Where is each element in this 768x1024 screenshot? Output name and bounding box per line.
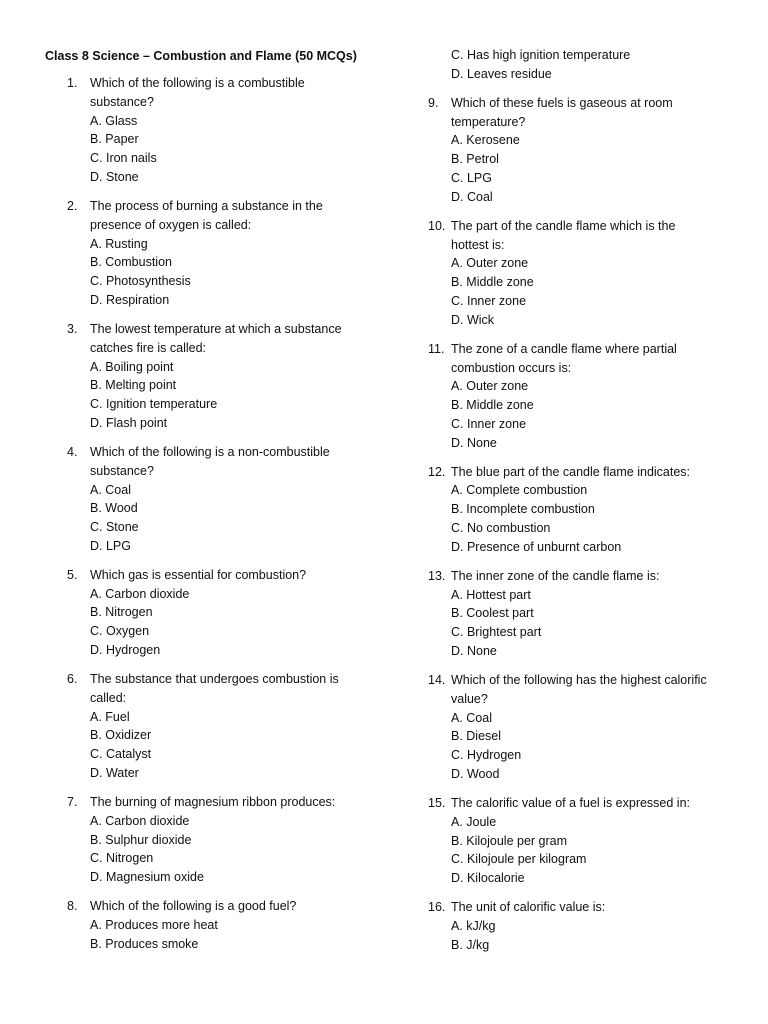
answer-option: A. kJ/kg <box>451 918 496 933</box>
left-column <box>67 74 367 964</box>
answer-option: C. Iron nails <box>90 151 157 166</box>
question-text: Which of the following is a combustible <box>90 76 305 90</box>
answer-option: C. Photosynthesis <box>90 274 191 289</box>
question-number: 9. <box>428 95 439 110</box>
answer-option: C. Stone <box>90 520 139 535</box>
answer-option: A. Coal <box>90 482 131 497</box>
question-item <box>67 320 367 433</box>
question-number: 13. <box>428 568 446 583</box>
question-item <box>67 670 367 783</box>
question-text: The lowest temperature at which a substance <box>90 321 342 336</box>
answer-option: B. Produces smoke <box>90 936 199 951</box>
answer-option: B. Paper <box>90 132 139 147</box>
answer-option: D. LPG <box>90 538 131 553</box>
answer-option: A. Outer zone <box>451 379 529 394</box>
answer-option: A. Fuel <box>90 709 130 724</box>
answer-option: B. Melting point <box>90 378 177 393</box>
question-number: 7. <box>67 795 78 810</box>
question-item <box>67 74 367 187</box>
answer-option: D. Coal <box>451 189 493 204</box>
question-item <box>67 566 367 660</box>
question-number: 3. <box>67 321 78 336</box>
question-body <box>451 794 728 888</box>
answer-option: D. Magnesium oxide <box>90 870 204 885</box>
answer-option: D. Respiration <box>90 292 170 307</box>
question-item <box>67 897 367 953</box>
question-body <box>451 463 728 557</box>
answer-option: D. Kilocalorie <box>451 871 525 886</box>
answer-option: D. None <box>451 435 497 450</box>
answer-option: B. Middle zone <box>451 398 534 413</box>
answer-option: D. None <box>451 644 497 659</box>
answer-option: A. Complete combustion <box>451 483 588 498</box>
question-text: hottest is: <box>451 237 505 252</box>
answer-option: B. Oxidizer <box>90 728 152 743</box>
question-text: Which of the following is a good fuel? <box>90 899 297 914</box>
question-body <box>451 340 728 453</box>
question-number: 16. <box>428 900 446 915</box>
answer-option: A. Coal <box>451 710 492 725</box>
question-body <box>90 897 367 953</box>
question-number: 1. <box>67 76 78 90</box>
question-text: temperature? <box>451 114 526 129</box>
answer-option: B. J/kg <box>451 937 490 952</box>
question-text: The process of burning a substance in the <box>90 198 323 213</box>
question-text: Which of the following is a non-combustible <box>90 444 330 459</box>
question-item <box>428 217 728 330</box>
question-text: Which of these fuels is gaseous at room <box>451 95 673 110</box>
answer-option: A. Boiling point <box>90 359 174 374</box>
question-number: 6. <box>67 672 78 687</box>
answer-option: D. Water <box>90 766 139 781</box>
answer-option: A. Outer zone <box>451 256 529 271</box>
answer-option: A. Produces more heat <box>90 917 218 932</box>
question-body <box>90 320 367 433</box>
question-body <box>90 670 367 783</box>
question-number: 15. <box>428 796 446 810</box>
question-text: substance? <box>90 463 154 478</box>
question-body <box>451 567 728 661</box>
answer-option: D. Wood <box>451 767 500 782</box>
document-title: Class 8 Science – Combustion and Flame (50 MCQs) <box>45 49 357 63</box>
question-text: Which gas is essential for combustion? <box>90 567 307 582</box>
question-text: The unit of calorific value is: <box>451 900 606 915</box>
question-body <box>90 197 367 310</box>
answer-option: A. Hottest part <box>451 587 531 602</box>
question-item <box>428 567 728 661</box>
question-body <box>451 94 728 207</box>
answer-option: C. Has high ignition temperature <box>451 48 631 62</box>
question-body <box>451 217 728 330</box>
question-number: 5. <box>67 567 78 582</box>
answer-option: C. LPG <box>451 170 492 185</box>
question-text: catches fire is called: <box>90 340 207 355</box>
question-number: 14. <box>428 673 446 688</box>
question-number: 2. <box>67 198 78 213</box>
question-item <box>428 340 728 453</box>
question-text: The part of the candle flame which is the <box>451 218 676 233</box>
question-item <box>428 794 728 888</box>
question-number: 8. <box>67 899 78 914</box>
question-item <box>428 671 728 784</box>
question-number: 12. <box>428 464 446 479</box>
question-body <box>451 898 728 954</box>
question-item <box>67 197 367 310</box>
question-text: The blue part of the candle flame indicates: <box>451 464 691 479</box>
question-body <box>90 74 367 187</box>
answer-option: A. Carbon dioxide <box>90 586 190 601</box>
answer-option: C. No combustion <box>451 521 551 536</box>
question-body <box>451 671 728 784</box>
question-number: 11. <box>428 341 445 356</box>
question-item <box>428 463 728 557</box>
answer-option: C. Inner zone <box>451 293 527 308</box>
question-text: combustion occurs is: <box>451 360 572 375</box>
question-item <box>428 94 728 207</box>
question-body <box>90 793 367 887</box>
answer-option: B. Kilojoule per gram <box>451 833 568 848</box>
question-item <box>67 443 367 556</box>
answer-option: B. Sulphur dioxide <box>90 832 192 847</box>
answer-option: C. Ignition temperature <box>90 397 218 412</box>
question-text: The substance that undergoes combustion is <box>90 672 339 687</box>
question-body <box>90 443 367 556</box>
continued-options <box>428 46 728 84</box>
answer-option: A. Joule <box>451 814 497 829</box>
answer-option: A. Carbon dioxide <box>90 813 190 828</box>
answer-option: C. Brightest part <box>451 625 542 640</box>
question-text: Which of the following has the highest calorific <box>451 673 707 688</box>
answer-option: D. Leaves residue <box>451 66 552 81</box>
question-text: The burning of magnesium ribbon produces: <box>90 795 336 810</box>
answer-option: A. Glass <box>90 113 138 128</box>
question-number: 10. <box>428 218 446 233</box>
answer-option: B. Petrol <box>451 152 499 167</box>
question-text: value? <box>451 691 488 706</box>
question-text: called: <box>90 690 127 705</box>
question-body <box>90 566 367 660</box>
answer-option: C. Nitrogen <box>90 851 154 866</box>
answer-option: B. Incomplete combustion <box>451 502 595 517</box>
question-item <box>67 793 367 887</box>
answer-option: D. Flash point <box>90 415 168 430</box>
answer-option: D. Presence of unburnt carbon <box>451 539 622 554</box>
question-text: The zone of a candle flame where partial <box>451 341 677 356</box>
answer-option: C. Catalyst <box>90 747 152 762</box>
question-text: The calorific value of a fuel is expressed in: <box>451 796 691 810</box>
answer-option: B. Middle zone <box>451 275 534 290</box>
question-text: The inner zone of the candle flame is: <box>451 568 660 583</box>
answer-option: B. Combustion <box>90 255 172 270</box>
answer-option: C. Hydrogen <box>451 748 522 763</box>
answer-option: A. Kerosene <box>451 133 520 148</box>
answer-option: B. Coolest part <box>451 606 534 621</box>
answer-option: B. Wood <box>90 501 138 516</box>
answer-option: B. Nitrogen <box>90 605 153 620</box>
answer-option: D. Wick <box>451 312 495 327</box>
answer-option: C. Inner zone <box>451 416 527 431</box>
answer-option: D. Hydrogen <box>90 643 161 658</box>
answer-option: A. Rusting <box>90 236 148 251</box>
answer-option: C. Oxygen <box>90 624 150 639</box>
answer-option: B. Diesel <box>451 729 502 744</box>
question-item <box>428 898 728 954</box>
answer-option: D. Stone <box>90 169 139 184</box>
question-number: 4. <box>67 444 78 459</box>
answer-option: C. Kilojoule per kilogram <box>451 852 587 867</box>
question-text: presence of oxygen is called: <box>90 217 252 232</box>
question-text: substance? <box>90 94 154 109</box>
right-column <box>428 46 728 965</box>
